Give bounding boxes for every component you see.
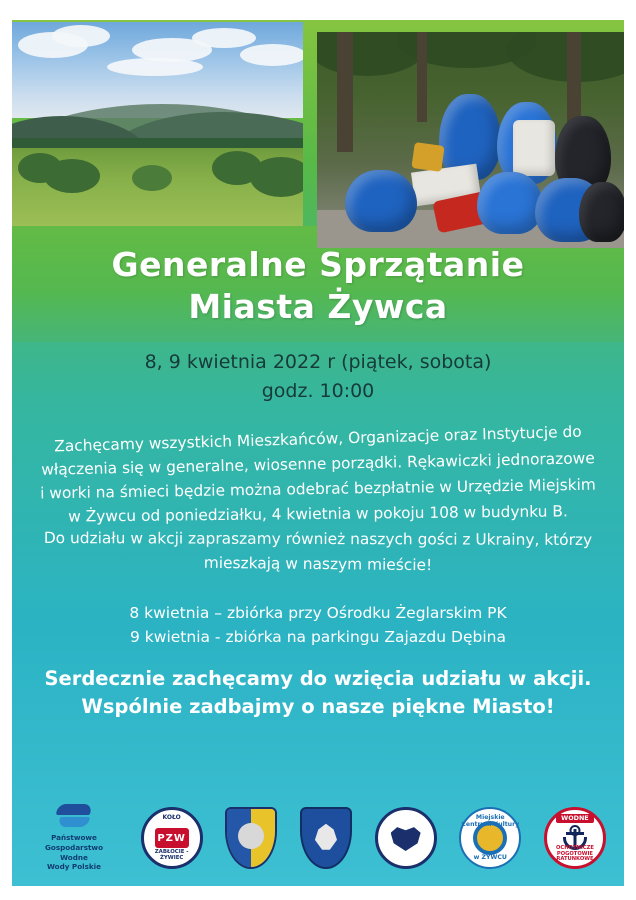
- date-line: 8, 9 kwietnia 2022 r (piątek, sobota): [144, 351, 492, 374]
- cloud: [52, 25, 110, 47]
- pzw-emblem: [141, 807, 203, 869]
- body-line: w Żywcu od poniedziałku, 4 kwietnia w pokoju 108 w budynku B.: [68, 502, 568, 526]
- cloud: [107, 58, 203, 76]
- meeting-points: [12, 601, 624, 649]
- frame-top: [0, 0, 636, 20]
- body-line: mieszkają w naszym mieście!: [203, 554, 433, 575]
- trash-bag: [477, 172, 543, 234]
- wopr-logo: [544, 807, 606, 869]
- pgw-line-3: Wody Polskie: [46, 862, 101, 872]
- trash-bag: [345, 170, 417, 232]
- pgw-line-2: Gospodarstwo Wodne: [44, 842, 104, 862]
- body-line: i worki na śmieci będzie można odebrać bezpłatnie w Urzędzie Miejskim: [39, 476, 596, 503]
- pgw-logo-text: [30, 833, 118, 872]
- bison-emblem: [375, 807, 437, 869]
- bush: [44, 159, 100, 193]
- pzw-kolo-zablocie-zywiec-logo: [141, 807, 203, 869]
- trash-photo: [317, 32, 624, 248]
- pzw-badge: PZW: [155, 828, 189, 848]
- meeting-line: 9 kwietnia - zbiórka na parkingu Zajazdu Dębina: [130, 628, 506, 647]
- mck-emblem: [459, 807, 521, 869]
- pgw-wody-polskie-logo: [30, 804, 118, 872]
- bush: [132, 165, 172, 191]
- poster-content: [12, 226, 624, 886]
- cloud: [192, 28, 256, 48]
- event-dates: [12, 348, 624, 405]
- bison-emblem-logo: [375, 807, 437, 869]
- herb-powiatu-logo: [225, 807, 277, 869]
- frame-right: [624, 0, 636, 900]
- miejskie-centrum-kultury-logo: [459, 807, 521, 869]
- tree-trunk: [417, 32, 427, 122]
- landscape-photo: [12, 22, 303, 226]
- wopr-top-text: WODNE: [556, 814, 594, 823]
- poster-title: [12, 244, 624, 328]
- water-wave-icon: [57, 804, 91, 830]
- wopr-emblem: [544, 807, 606, 869]
- mck-top-text: Miejskie Centrum Kultury: [461, 814, 520, 828]
- partner-logos: [12, 792, 624, 884]
- coat-of-arms-icon: [300, 807, 352, 869]
- body-text: [38, 423, 598, 577]
- cloud: [240, 44, 303, 66]
- title-line-2: Miasta Żywca: [188, 287, 448, 327]
- frame-bottom: [0, 886, 636, 900]
- meeting-line: 8 kwietnia – zbiórka przy Ośrodku Żeglarskim PK: [129, 604, 507, 623]
- shield-emblem: [238, 823, 264, 849]
- title-line-1: Generalne Sprzątanie: [111, 245, 525, 284]
- pzw-bottom-text: ZABŁOCIE - ŻYWIEC: [154, 849, 189, 862]
- pzw-top-text: KOŁO: [162, 814, 181, 821]
- body-line: włączenia się w generalne, wiosenne porządki. Rękawiczki jednorazowe: [41, 449, 595, 480]
- body-line: Zachęcamy wszystkich Mieszkańców, Organizacje oraz Instytucje do: [54, 423, 582, 456]
- call-line: Wspólnie zadbajmy o nasze piękne Miasto!: [81, 694, 555, 718]
- pgw-line-1: Państwowe: [51, 833, 97, 843]
- yellow-object: [411, 142, 444, 172]
- call-line: Serdecznie zachęcamy do wzięcia udziału w akcji.: [44, 667, 592, 691]
- mck-bottom-text: w ŻYWCU: [473, 854, 507, 862]
- frame-left: [0, 0, 12, 900]
- herb-zywca-logo: [300, 807, 352, 869]
- bison-icon: [391, 825, 421, 851]
- white-container: [513, 120, 555, 176]
- time-line: godz. 10:00: [261, 379, 375, 402]
- wopr-bottom-text: OCHOTNICZE POGOTOWIE RATUNKOWE: [555, 844, 594, 863]
- bush: [250, 157, 303, 197]
- tree-trunk: [337, 32, 353, 152]
- call-to-action: [12, 665, 624, 720]
- coat-of-arms-icon: [225, 807, 277, 869]
- body-line: Do udziału w akcji zapraszamy również naszych gości z Ukrainy, którzy: [43, 529, 593, 550]
